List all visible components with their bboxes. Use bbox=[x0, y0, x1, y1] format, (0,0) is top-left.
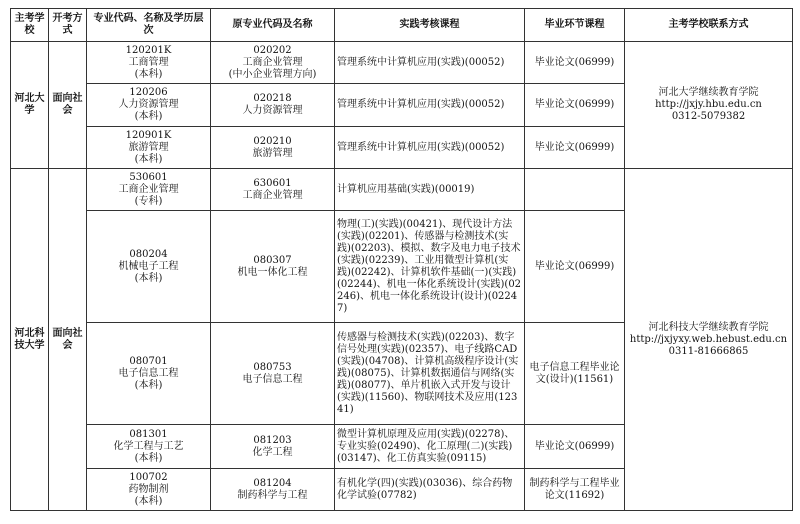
grad-cell: 毕业论文(06999) bbox=[525, 211, 625, 323]
grad-cell bbox=[525, 169, 625, 211]
header-contact: 主考学校联系方式 bbox=[625, 9, 793, 42]
orig-major-cell: 081204 制药科学与工程 bbox=[211, 469, 335, 511]
header-practice: 实践考核课程 bbox=[335, 9, 525, 42]
grad-cell: 电子信息工程毕业论文(设计)(11561) bbox=[525, 323, 625, 425]
header-orig-major: 原专业代码及名称 bbox=[211, 9, 335, 42]
grad-cell: 毕业论文(06999) bbox=[525, 127, 625, 169]
major-cell: 100702 药物制剂 (本科) bbox=[87, 469, 211, 511]
practice-cell: 物理(工)(实践)(00421)、现代设计方法(实践)(02201)、传感器与检测技术(实践)(02203)、模拟、数字及电力电子技术(实践)(02239)、工业用微型计算机(实践)(02242)、计算机软件基础(一)(实践)(02244)、机电一体化系统设计(实践)(02246)、机电一体化系统设计(设计)(02247) bbox=[335, 211, 525, 323]
header-grad: 毕业环节课程 bbox=[525, 9, 625, 42]
orig-major-cell: 080307 机电一体化工程 bbox=[211, 211, 335, 323]
major-cell: 081301 化学工程与工艺 (本科) bbox=[87, 425, 211, 469]
contact-cell: 河北科技大学继续教育学院 http://jxjyxy.web.hebust.edu.cn 0311-81666865 bbox=[625, 169, 793, 511]
practice-cell: 传感器与检测技术(实践)(02203)、数字信号处理(实践)(02357)、电子线路CAD(实践)(04708)、计算机高级程序设计(实践)(08075)、计算机数据通信与网络(实践)(08077)、单片机嵌入式开发与设计(实践)(11560)、物联网技术及应用(12341) bbox=[335, 323, 525, 425]
grad-cell: 毕业论文(06999) bbox=[525, 84, 625, 127]
major-cell: 080204 机械电子工程 (本科) bbox=[87, 211, 211, 323]
orig-major-cell: 081203 化学工程 bbox=[211, 425, 335, 469]
school-cell: 河北大学 bbox=[11, 42, 49, 169]
major-cell: 120206 人力资源管理 (本科) bbox=[87, 84, 211, 127]
mode-cell: 面向社会 bbox=[49, 42, 87, 169]
table-row bbox=[11, 169, 793, 211]
practice-cell: 管理系统中计算机应用(实践)(00052) bbox=[335, 84, 525, 127]
practice-cell: 管理系统中计算机应用(实践)(00052) bbox=[335, 127, 525, 169]
header-mode: 开考方式 bbox=[49, 9, 87, 42]
contact-cell: 河北大学继续教育学院 http://jxjy.hbu.edu.cn 0312-5079382 bbox=[625, 42, 793, 169]
grad-cell: 毕业论文(06999) bbox=[525, 425, 625, 469]
practice-cell: 管理系统中计算机应用(实践)(00052) bbox=[335, 42, 525, 84]
major-cell: 080701 电子信息工程 (本科) bbox=[87, 323, 211, 425]
major-cell: 120201K 工商管理 (本科) bbox=[87, 42, 211, 84]
orig-major-cell: 020210 旅游管理 bbox=[211, 127, 335, 169]
orig-major-cell: 020218 人力资源管理 bbox=[211, 84, 335, 127]
table-row bbox=[11, 42, 793, 84]
table-header-row bbox=[11, 9, 793, 42]
header-school: 主考学校 bbox=[11, 9, 49, 42]
header-major: 专业代码、名称及学历层次 bbox=[87, 9, 211, 42]
grad-cell: 毕业论文(06999) bbox=[525, 42, 625, 84]
practice-cell: 有机化学(四)(实践)(03036)、综合药物化学试验(07782) bbox=[335, 469, 525, 511]
practice-cell: 微型计算机原理及应用(实践)(02278)、专业实验(02490)、化工原理(二)(实践)(03147)、化工仿真实验(09115) bbox=[335, 425, 525, 469]
mode-cell: 面向社会 bbox=[49, 169, 87, 511]
major-cell: 530601 工商企业管理 (专科) bbox=[87, 169, 211, 211]
exam-course-table bbox=[10, 8, 793, 511]
grad-cell: 制药科学与工程毕业论文(11692) bbox=[525, 469, 625, 511]
practice-cell: 计算机应用基础(实践)(00019) bbox=[335, 169, 525, 211]
school-cell: 河北科技大学 bbox=[11, 169, 49, 511]
orig-major-cell: 020202 工商企业管理 (中小企业管理方向) bbox=[211, 42, 335, 84]
orig-major-cell: 080753 电子信息工程 bbox=[211, 323, 335, 425]
orig-major-cell: 630601 工商企业管理 bbox=[211, 169, 335, 211]
major-cell: 120901K 旅游管理 (本科) bbox=[87, 127, 211, 169]
